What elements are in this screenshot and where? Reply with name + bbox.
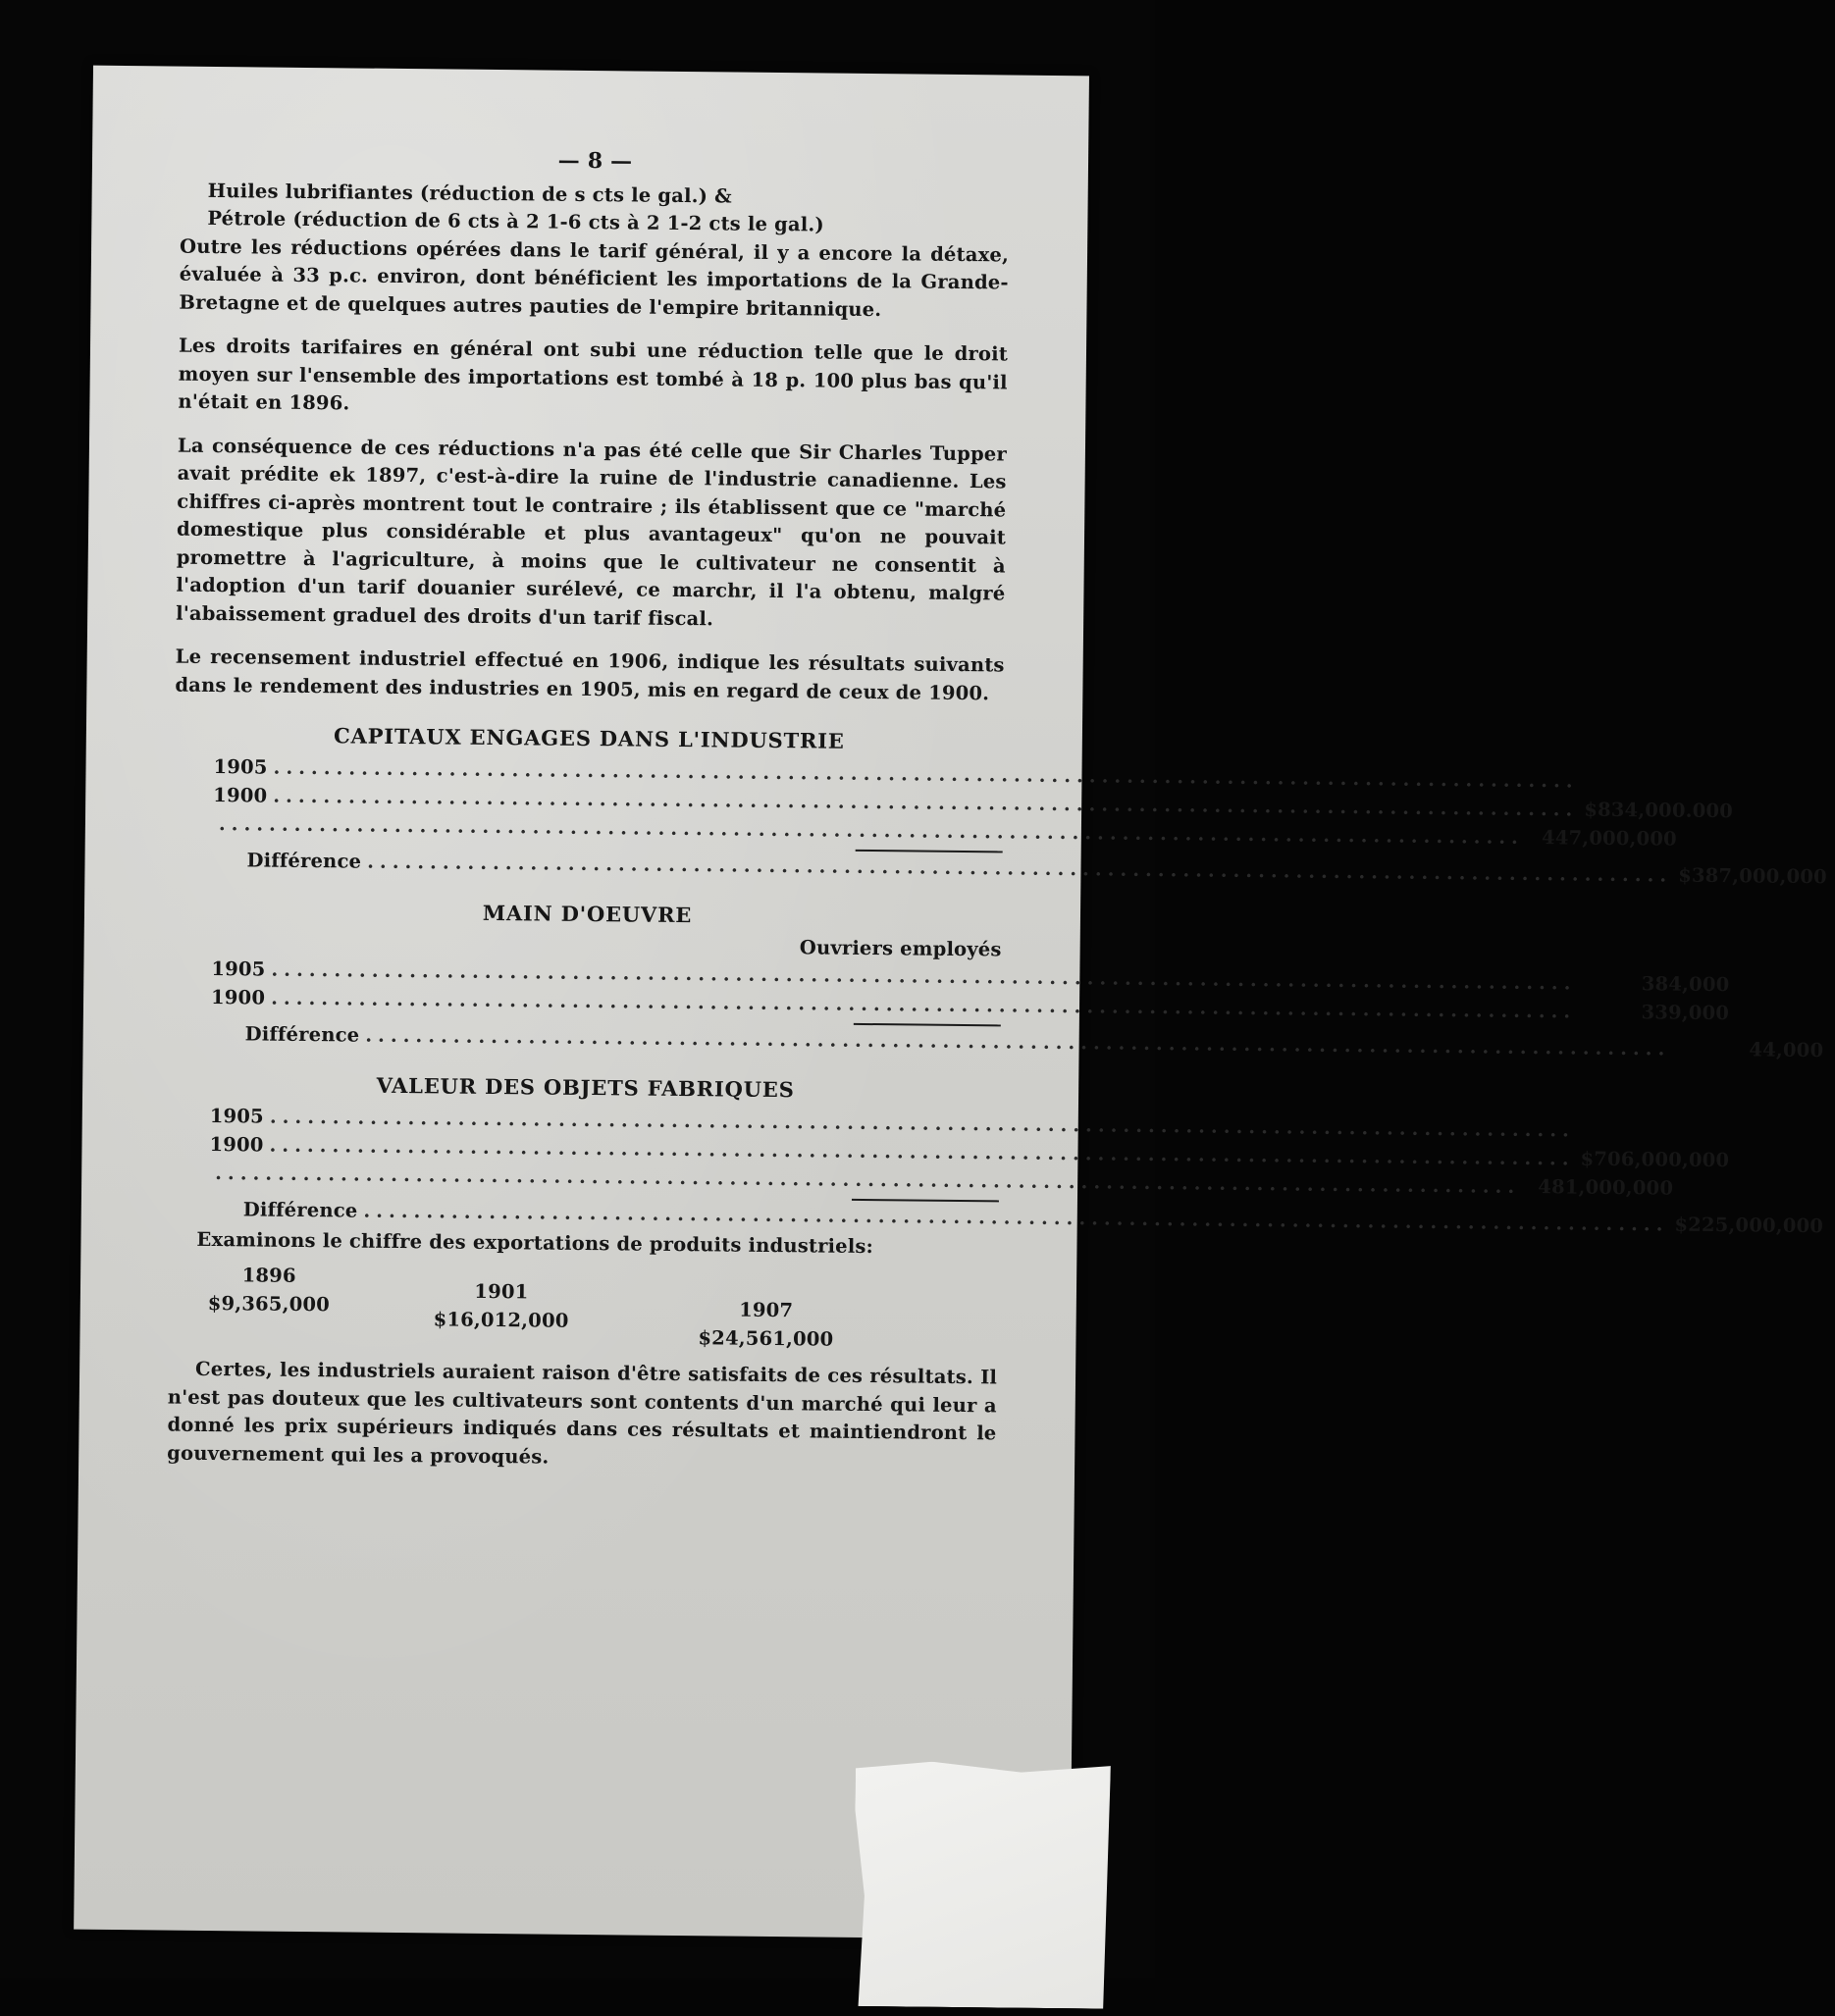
export-year: 1907 bbox=[739, 1298, 794, 1322]
export-value: $9,365,000 bbox=[207, 1291, 331, 1316]
exports-intro: Examinons le chiffre des exportations de produits industriels: bbox=[196, 1227, 874, 1258]
table-row: 1900 ........................................................................................................ $706,000,000 bbox=[209, 1132, 1730, 1171]
leader-dots: ........................................................................................................ bbox=[273, 784, 1579, 821]
export-value: $24,561,000 bbox=[698, 1325, 834, 1351]
table-row: ........................................................................................................ 447,000,000 bbox=[218, 811, 1678, 851]
sum-rule bbox=[852, 1198, 999, 1202]
leader-dots: ........................................................................................................ bbox=[218, 811, 1525, 849]
table-row: 1905 ........................................................................................................ bbox=[174, 752, 1003, 790]
tariff-reduction-list bbox=[180, 177, 1010, 241]
page-number: — 8 — bbox=[557, 147, 633, 175]
table-main-oeuvre bbox=[172, 896, 1824, 1062]
exports-figures bbox=[168, 1258, 998, 1353]
intro-line-2: Pétrole (réduction de 6 cts à 2 1-6 cts à 2 1-2 cts le gal.) bbox=[207, 206, 824, 236]
table-row: 1905 ........................................................................................................ 384,000 bbox=[211, 956, 1730, 997]
table-heading: CAPITAUX ENGAGES DANS L'INDUSTRIE bbox=[333, 723, 845, 753]
export-value: $16,012,000 bbox=[433, 1307, 569, 1332]
export-figure bbox=[434, 1277, 569, 1334]
export-year: 1901 bbox=[474, 1279, 529, 1304]
document-page bbox=[74, 66, 1827, 1940]
table-difference-row: Différence ........................................................................................................ $225,000,000 bbox=[242, 1197, 1824, 1237]
leader-dots: ........................................................................................................ bbox=[365, 1023, 1671, 1060]
leader-dots: ........................................................................................................ bbox=[215, 1161, 1521, 1198]
torn-paper-corner bbox=[853, 1761, 1111, 2009]
table-heading: MAIN D'OEUVRE bbox=[482, 900, 693, 927]
paragraph-consequence: La conséquence de ces réductions n'a pas été celle que Sir Charles Tupper avait prédite ek 1897, c'est-à-dire la ruine de l'industrie canadienne. Les chiffres ci-après montrent tout le contraire ; ils établissent que ce "marché domestique plus considérable et plus avantageux" qu'on ne pouvait promettre à l'agriculture, à moins que le cultivateur ne consentit à l'adoption d'un tarif douanier surélevé, ce marchr, il l'a obtenu, malgré l'abaissement graduel des droits d'un tarif fiscal. bbox=[176, 434, 1008, 630]
leader-dots: ........................................................................................................ bbox=[271, 957, 1577, 995]
table-row: ........................................................................................................ 481,000,000 bbox=[215, 1161, 1674, 1200]
page-content bbox=[167, 143, 1827, 1492]
table-valeur-objets bbox=[170, 1070, 1824, 1237]
leader-dots: ........................................................................................................ bbox=[271, 986, 1577, 1023]
leader-dots: ........................................................................................................ bbox=[367, 850, 1673, 887]
paragraph-conclusion: Certes, les industriels auraient raison d'être satisfaits de ces résultats. Il n'est pas douteux que les cultivateurs sont contents d'un marché qui leur a donné les prix supérieurs indiqués dans ces résultats et maintiendront le gouvernement qui les a provoqués. bbox=[167, 1357, 998, 1469]
paragraph-droits-tarifaires: Les droits tarifaires en général ont subi une réduction telle que le droit moyen sur l'ensemble des importations est tombé à 18 p. 100 plus bas qu'il n'était en 1896. bbox=[178, 334, 1009, 415]
table-difference-row: Différence ........................................................................................................ $387,000,000 bbox=[246, 848, 1827, 888]
table-difference-row: Différence ........................................................................................................ 44,000 bbox=[244, 1022, 1824, 1062]
table-row: 1900 ........................................................................................................ $834,000.000 bbox=[213, 783, 1734, 822]
paragraph-detaxe: Outre les réductions opérées dans le tarif général, il y a encore la détaxe, évaluée à 33 p.c. environ, dont bénéficient les importations de la Grande-Bretagne et de quelques autres pauties de l'empire britannique. bbox=[179, 234, 1010, 321]
column-header: Ouvriers employés bbox=[799, 936, 1002, 961]
sum-rule bbox=[854, 1023, 1001, 1027]
paragraph-recensement: Le recensement industriel effectué en 1906, indique les résultats suivants dans le rendement des industries en 1905, mis en regard de ceux de 1900. bbox=[175, 645, 1005, 704]
export-year: 1896 bbox=[241, 1264, 296, 1287]
table-row: 1900 ........................................................................................................ 339,000 bbox=[210, 985, 1730, 1025]
export-figure bbox=[698, 1296, 833, 1353]
table-heading: VALEUR DES OBJETS FABRIQUES bbox=[376, 1072, 795, 1103]
sum-rule bbox=[856, 849, 1003, 853]
export-figure bbox=[208, 1262, 331, 1318]
leader-dots: ........................................................................................................ bbox=[363, 1199, 1669, 1236]
intro-line-1: Huiles lubrifiantes (réduction de s cts le gal.) & bbox=[207, 179, 732, 208]
table-row: 1905 ........................................................................................................ bbox=[171, 1102, 1000, 1139]
leader-dots: ........................................................................................................ bbox=[269, 1133, 1575, 1170]
leader-dots: ........................................................................................................ bbox=[273, 755, 1579, 793]
leader-dots: ........................................................................................................ bbox=[269, 1105, 1575, 1142]
table-capitaux bbox=[173, 721, 1827, 888]
